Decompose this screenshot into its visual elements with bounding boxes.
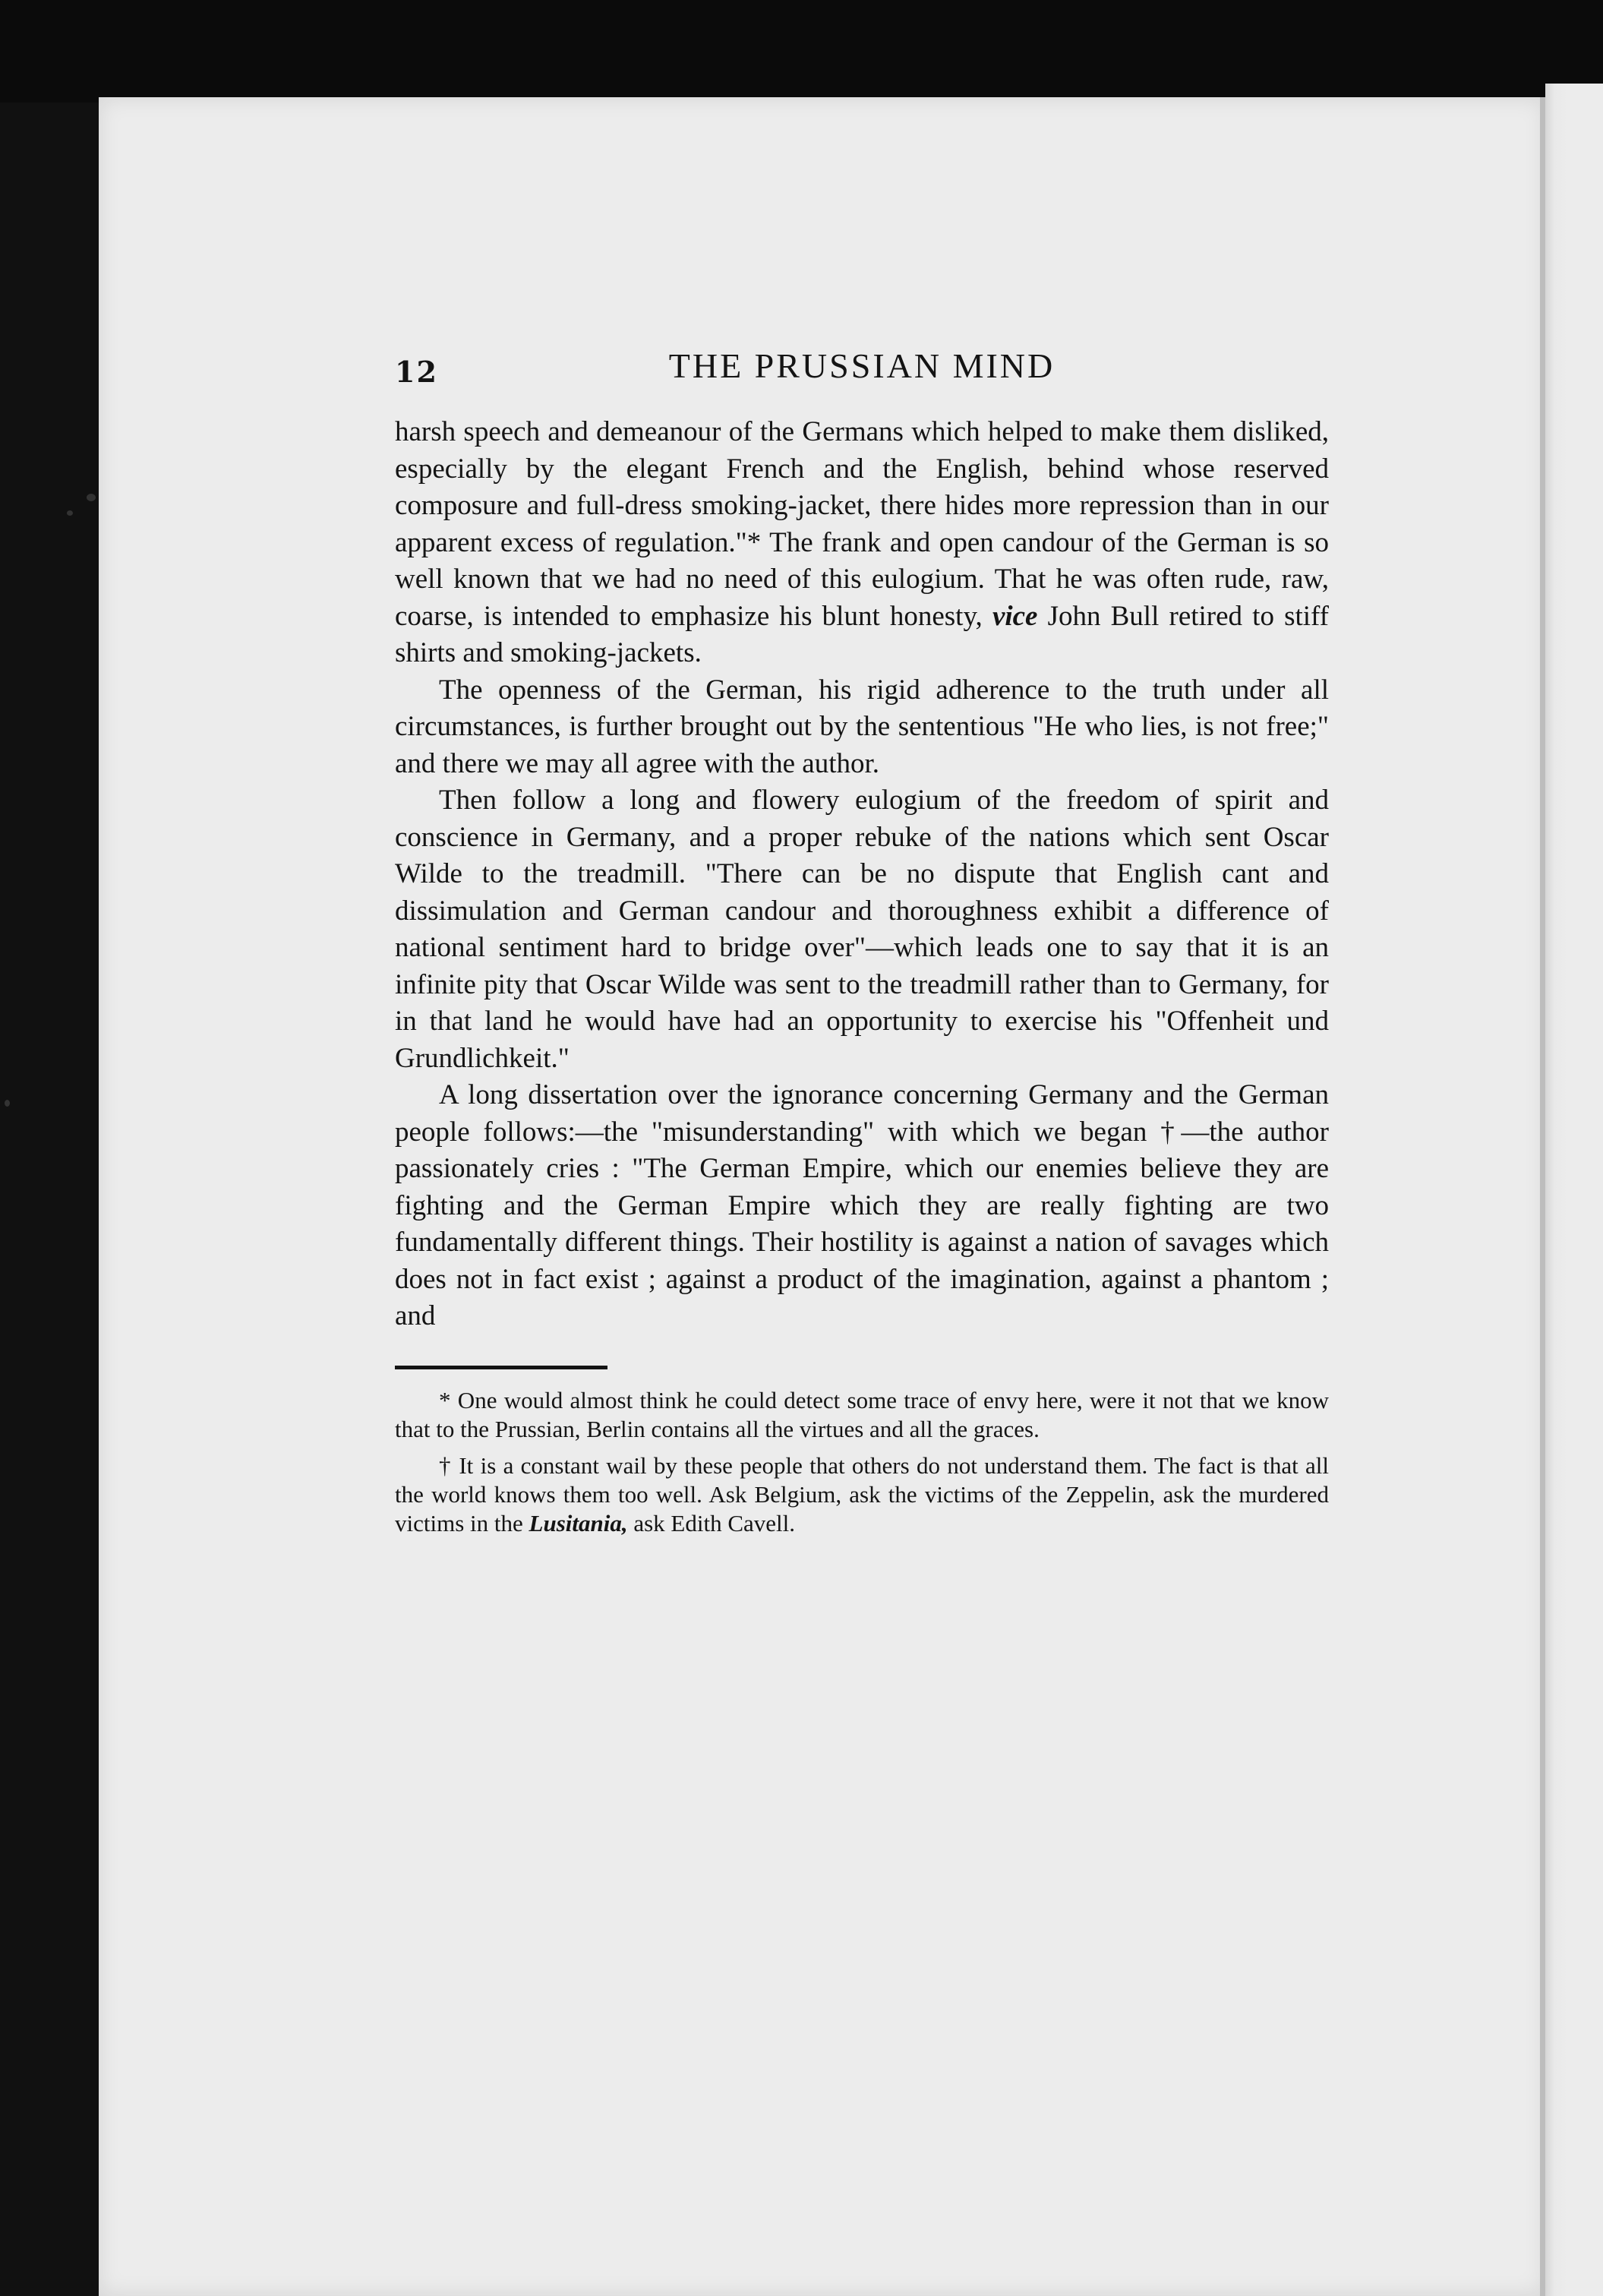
body-text <box>395 414 1329 1335</box>
paragraph-2: The openness of the German, his rigid adherence to the truth under all circumstances, is further brought out by the sententious "He who lies, is not free;" and there we may all agree with the author. <box>395 674 1329 779</box>
paragraph-4: A long dissertation over the ignorance concerning Germany and the German people follows:—the "misunderstanding" with which we began †—the author passionately cries : "The German Empire, which our enemies believe they are fighting and the German Empire which they are really fighting are two fundamentally different things. Their hostility is against a nation of savages which does not in fact exist ; against a product of the imagination, against a phantom ; and <box>395 1079 1329 1331</box>
paragraph-1-end: John Bull retired to stiff shirts and smoking-jackets. <box>395 600 1330 668</box>
running-head <box>395 346 1329 399</box>
footnote-2-end: ask Edith Cavell. <box>633 1509 795 1536</box>
scan-speck <box>67 510 73 516</box>
paragraph-3: Then follow a long and flowery eulogium of the freedom of spirit and conscience in Germany, and a proper rebuke of the nations which sent Oscar Wilde to the treadmill. "There can be no dispute that English cant and dissimulation and German candour and thoroughness exhibit a difference of national sentiment hard to bridge over"—which leads one to say that it is an infinite pity that Oscar Wilde was sent to the treadmill rather than to Germany, for in that land he would have had an opportunity to exercise his "Offenheit und Grundlichkeit." <box>395 785 1329 1074</box>
footnote-rule <box>395 1366 607 1369</box>
scan-speck <box>87 494 96 501</box>
footnotes <box>395 1386 1329 1538</box>
footnote-1: * One would almost think he could detect some trace of envy here, were it not that we know that to the Prussian, Berlin contains all the virtues and all the graces. <box>395 1386 1329 1442</box>
footnote-2 <box>395 1451 1329 1538</box>
running-title: THE PRUSSIAN MIND <box>668 346 1056 385</box>
scan-speck <box>5 1100 10 1107</box>
italic-vice: vice <box>992 600 1038 632</box>
page-number: 12 <box>395 355 438 389</box>
italic-lusitania: Lusitania, <box>529 1509 628 1536</box>
facing-page-edge <box>1545 84 1603 2296</box>
page-content <box>395 346 1329 1546</box>
footnote-2-text: † It is a constant wail by these people that others do not understand them. The fact is that all the world knows them too well. Ask Belgium, ask the victims of the Zeppelin, ask the murdered victims in the <box>395 1451 1329 1536</box>
paragraph-1-text: harsh speech and demeanour of the Germans which helped to make them disliked, especially by the elegant French and the English, behind whose reserved composure and full-dress smoking-jacket, there hides more repression than in our apparent excess of regulation."* The frank and open candour of the German is so well known that we had no need of this eulogium. That he was often rude, raw, coarse, is intended to emphasize his blunt honesty, <box>395 416 1329 632</box>
scan-border-top <box>0 0 1603 103</box>
paragraph-1 <box>395 414 1329 672</box>
